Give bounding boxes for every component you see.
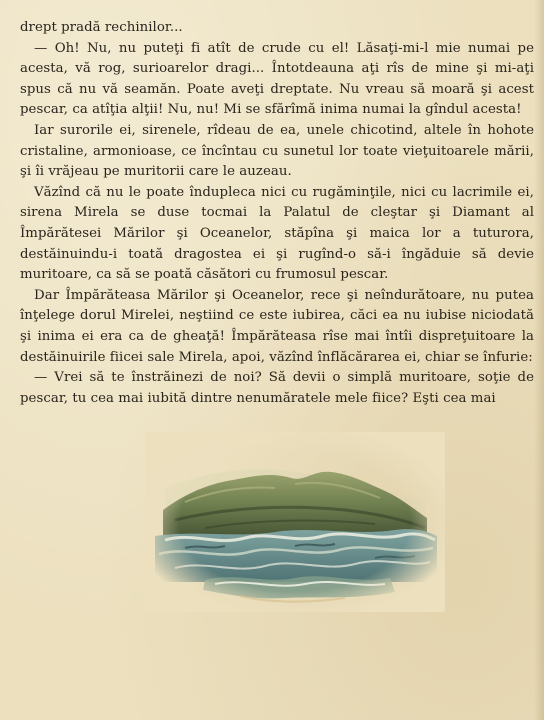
- paragraph-empress-reaction: Dar Împărăteasa Mărilor şi Oceanelor, rece şi neîndurătoare, nu putea înţelege dorul Mirelei, neştiind ce este iubirea, căci ea nu iubise niciodată şi inima ei era ca de gheaţă! Împărăteasa rîse mai întîi dispreţuitoare la destăinuirile fiicei sale Mirela, apoi, văzînd înflăcărarea ei, chiar se înfurie:: [20, 287, 534, 365]
- paragraph-sisters-laugh: Iar surorile ei, sirenele, rîdeau de ea, unele chicotind, altele în hohote cristaline, armonioase, ce încîntau cu sunetul lor toate vieţuitoarele mării, şi îi vrăjeau pe muritorii care le auzeau.: [20, 122, 534, 180]
- page-edge-shadow: [534, 0, 544, 720]
- paragraph-empress-speech: — Vrei să te înstrăinezi de noi? Să devii o simplă muritoare, soţie de pescar, tu cea mai iubită dintre nenumăratele mele fiice? Eşti cea mai: [20, 370, 534, 406]
- paragraph-mirela-plea: — Oh! Nu, nu puteţi fi atît de crude cu el! Lăsaţi-mi-l mie numai pe acesta, vă rog, surioarelor dragi... Întotdeauna aţi rîs de mine şi mi-aţi spus că nu vă seamăn. Poate aveţi dreptate. Nu vreau să moară şi acest pescar, ca atîţia alţii! Nu, nu! Mi se sfărîmă inima numai la gîndul acesta!: [20, 40, 534, 118]
- story-text: [20, 18, 534, 409]
- paragraph-palace-visit: Văzînd că nu le poate îndupleca nici cu rugăminţile, nici cu lacrimile ei, sirena Mirela se duse tocmai la Palatul de cleştar şi Diamant al Împărătesei Mărilor şi Oceanelor, stăpîna şi maica lor a tuturora, destăinuindu-i toată dragostea ei şi rugînd-o să-i îngăduie să devie muritoare, ca să se poată căsători cu frumosul pescar.: [20, 184, 534, 283]
- sea-rock-illustration: [145, 432, 445, 612]
- paragraph-continuation: drept pradă rechinilor...: [20, 20, 183, 35]
